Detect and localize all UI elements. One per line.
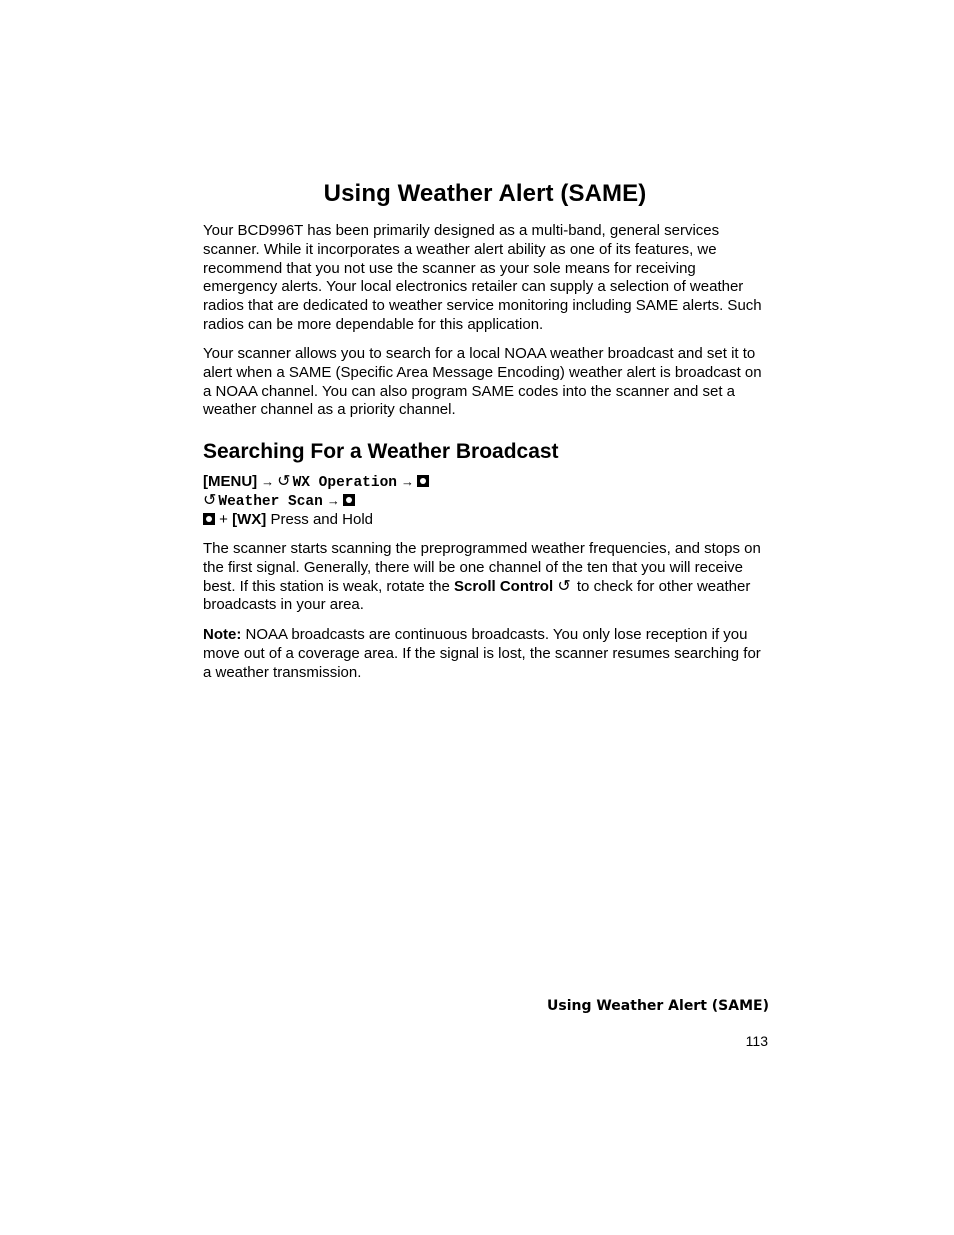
press-hold-text: Press and Hold xyxy=(270,511,373,528)
scroll-knob-icon xyxy=(343,494,355,506)
plus-sign: + xyxy=(219,511,228,528)
menu-sequence xyxy=(203,472,429,529)
scroll-control-label: Scroll Control xyxy=(453,577,554,595)
scan-paragraph-text-end: to check for other weather broadcasts in your area. xyxy=(203,577,751,614)
footer-running-title: Using Weather Alert (SAME) xyxy=(547,998,769,1014)
page-title: Using Weather Alert (SAME) xyxy=(323,180,647,207)
section-heading: Searching For a Weather Broadcast xyxy=(203,440,559,463)
menu-item-weather-scan: Weather Scan xyxy=(218,494,323,510)
note-text: NOAA broadcasts are continuous broadcasts. You only lose reception if you move out of a coverage area. If the signal is lost, the scanner resumes searching for a weather transmission. xyxy=(203,626,761,681)
menu-item-wx-operation: WX Operation xyxy=(292,475,397,491)
scroll-knob-icon xyxy=(203,513,215,525)
rotate-icon: ↺ xyxy=(203,492,217,509)
menu-line-3 xyxy=(203,510,429,529)
right-arrow-icon: → xyxy=(400,474,414,489)
note-paragraph xyxy=(203,626,769,682)
scan-paragraph-text: The scanner starts scanning the preprogrammed weather frequencies, and stops on the first signal. Generally, there will be one channel of the ten that you will receive best. If this station is weak, rotate the xyxy=(203,540,761,595)
intro-paragraph-2: Your scanner allows you to search for a local NOAA weather broadcast and set it to alert when a SAME (Specific Area Message Encoding) weather alert is broadcast on a NOAA channel. You can also program SAME codes into the scanner and set a weather channel as a priority channel. xyxy=(203,345,762,419)
right-arrow-icon: → xyxy=(261,474,275,489)
rotate-icon: ↺ xyxy=(557,577,571,595)
page-number: 113 xyxy=(745,1033,768,1049)
menu-key: [MENU] xyxy=(203,473,258,490)
wx-key: [WX] xyxy=(232,511,267,528)
menu-line-1 xyxy=(203,472,429,491)
right-arrow-icon: → xyxy=(326,493,340,508)
rotate-icon: ↺ xyxy=(277,473,291,490)
note-label: Note: xyxy=(203,626,242,643)
intro-paragraph-1: Your BCD996T has been primarily designed as a multi-band, general services scanner. While it incorporates a weather alert ability as one of its features, we recommend that you not use the scanner as your sole means for receiving emergency alerts. Your local electronics retailer can supply a selection of weather radios that are dedicated to weather service monitoring including SAME alerts. Such radios can be more dependable for this application. xyxy=(203,222,762,333)
menu-line-2 xyxy=(203,491,429,510)
scan-paragraph xyxy=(203,540,769,615)
scroll-knob-icon xyxy=(417,475,429,487)
